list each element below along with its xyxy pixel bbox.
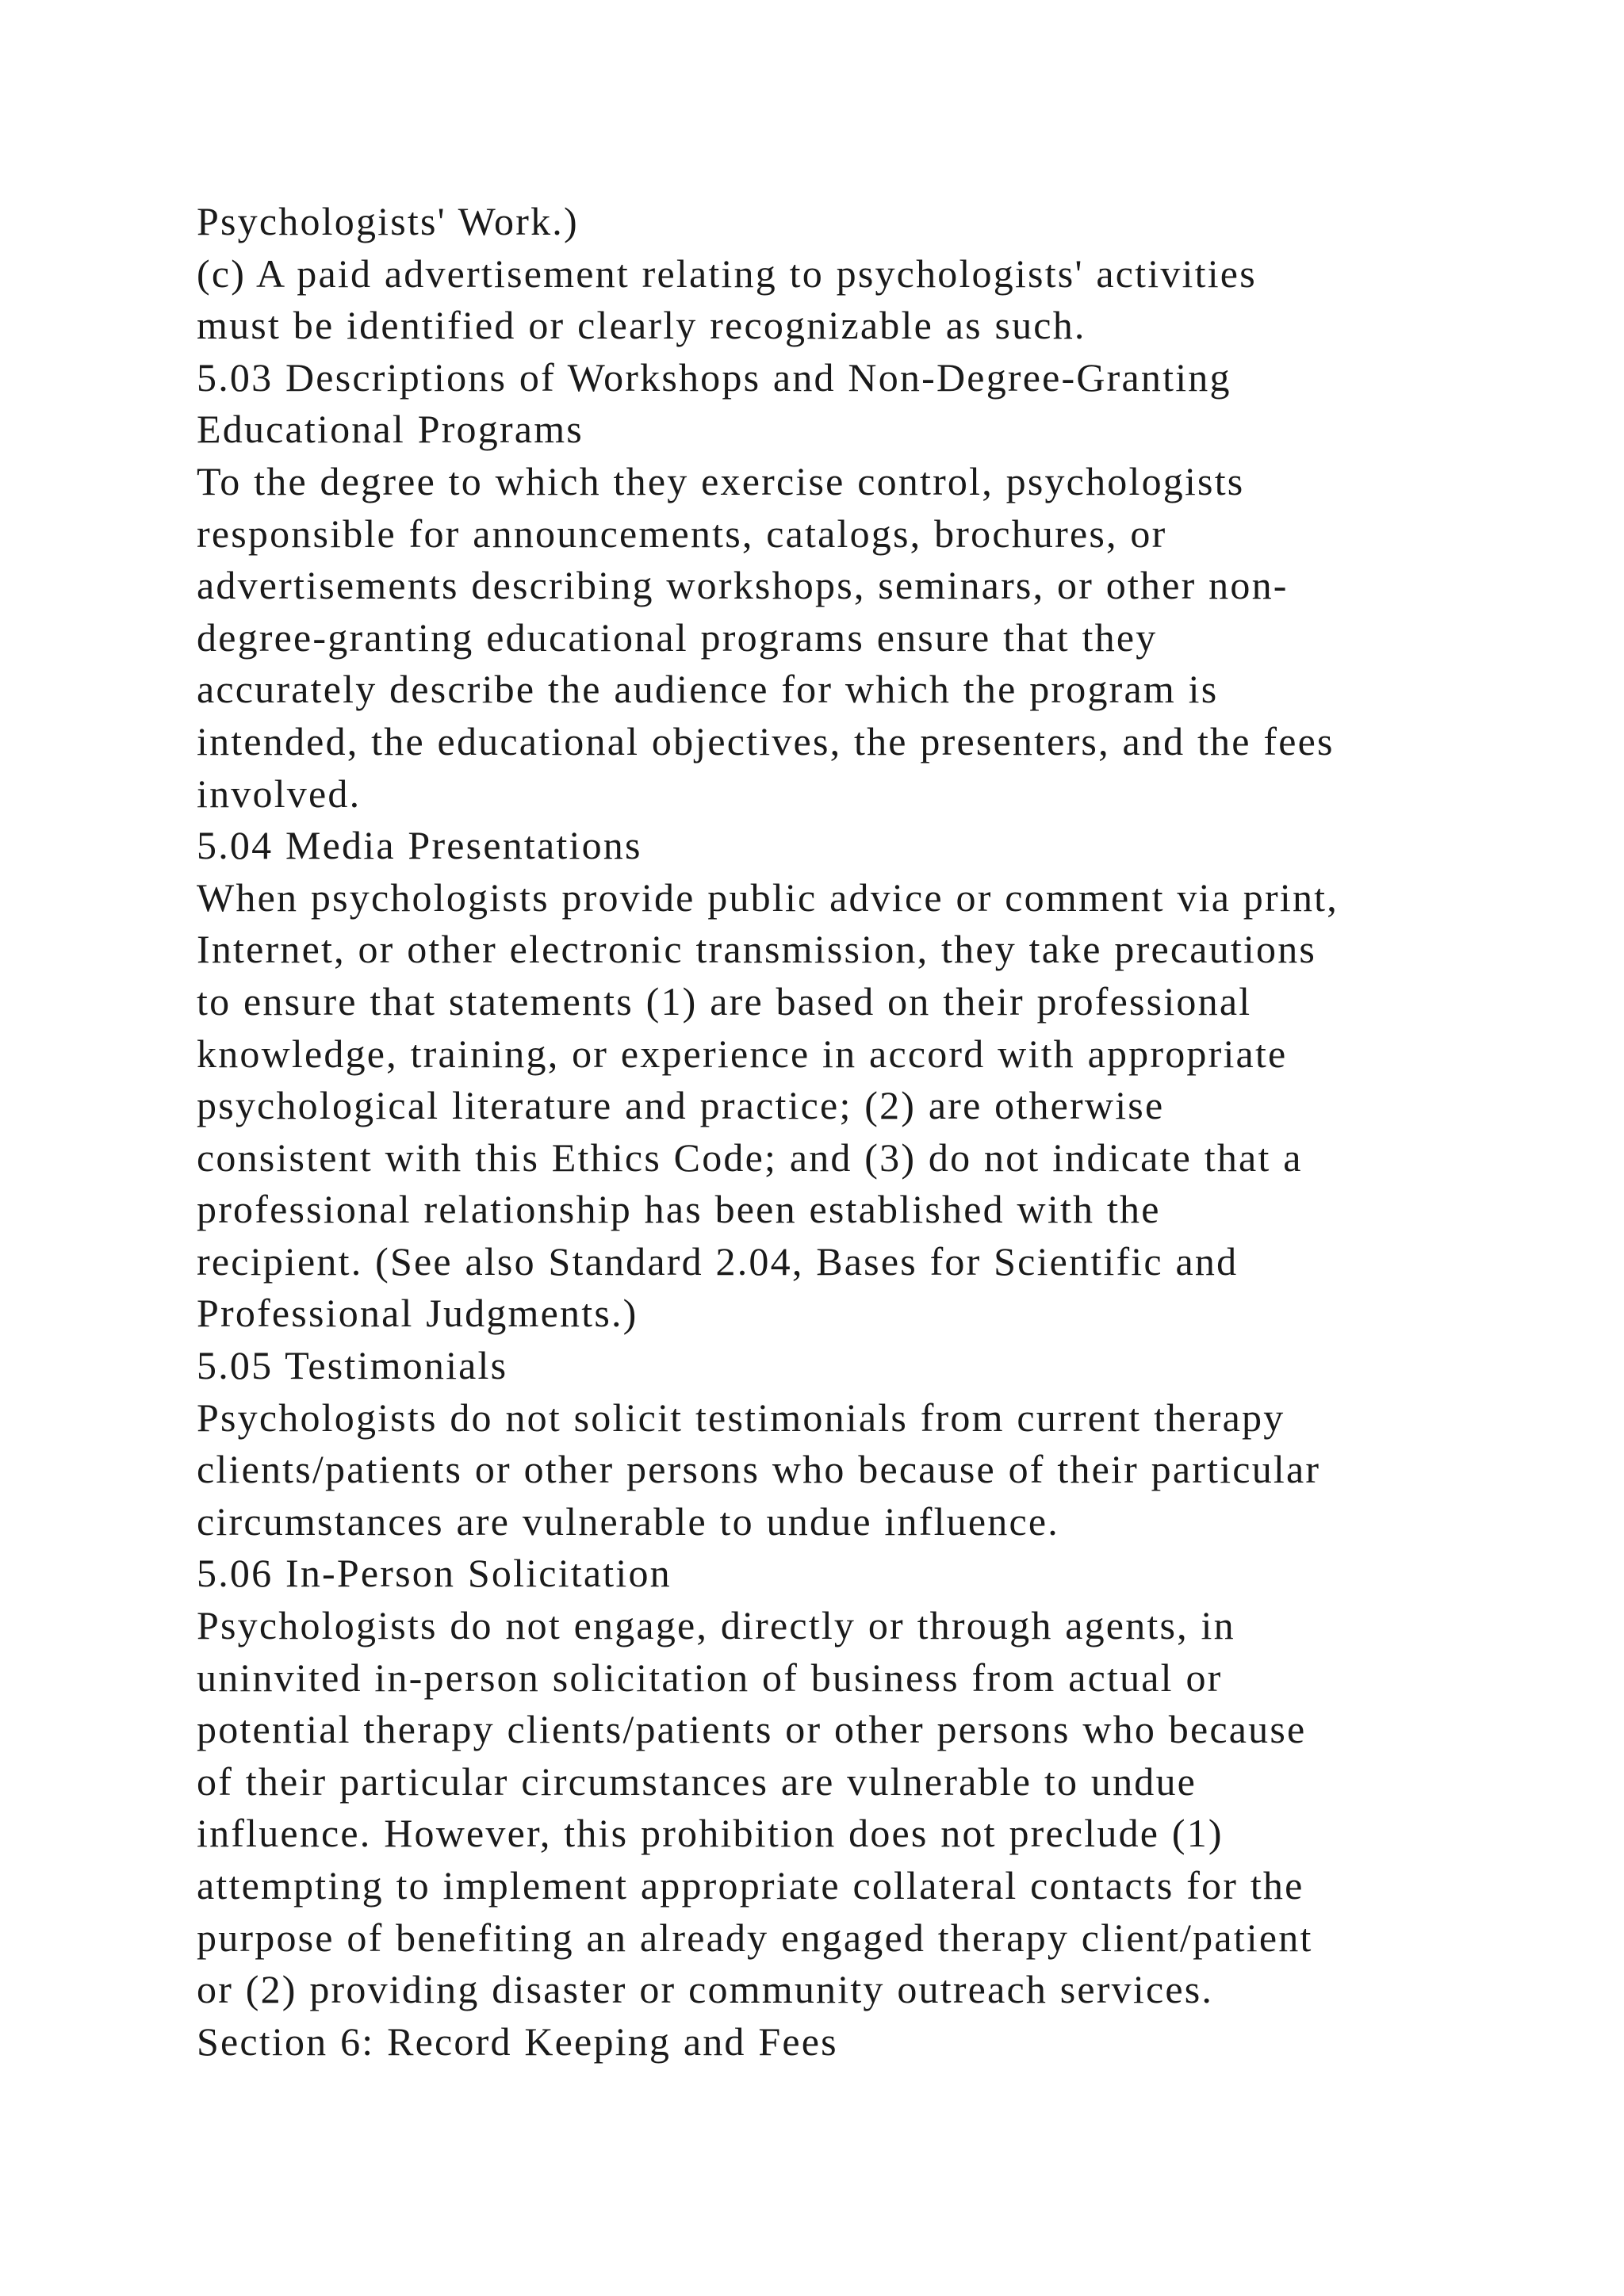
text-line: attempting to implement appropriate collateral contacts for the [197,1863,1304,1908]
text-line: or (2) providing disaster or community outreach services. [197,1967,1214,2012]
text-line: circumstances are vulnerable to undue influence. [197,1498,1059,1544]
section-heading-5-06: 5.06 In-Person Solicitation [197,1551,672,1596]
text-line: knowledge, training, or experience in accord with appropriate [197,1031,1288,1076]
text-line: purpose of benefiting an already engaged therapy client/patient [197,1915,1313,1960]
section-heading-5-03-cont: Educational Programs [197,407,584,452]
text-line: clients/patients or other persons who because of their particular [197,1447,1321,1492]
text-line: uninvited in-person solicitation of business from actual or [197,1655,1223,1700]
section-heading-5-05: 5.05 Testimonials [197,1343,508,1388]
text-line: to ensure that statements (1) are based on their professional [197,978,1252,1024]
text-line: Professional Judgments.) [197,1291,638,1336]
text-line: Psychologists do not solicit testimonials from current therapy [197,1395,1285,1440]
text-line: of their particular circumstances are vulnerable to undue [197,1758,1197,1804]
section-heading-5-03: 5.03 Descriptions of Workshops and Non-Degree-Granting [197,354,1231,400]
text-line: accurately describe the audience for which the program is [197,667,1219,712]
text-line: involved. [197,771,362,816]
text-line: responsible for announcements, catalogs, brochures, or [197,511,1167,556]
section-heading-5-04: 5.04 Media Presentations [197,823,642,868]
text-line: To the degree to which they exercise control, psychologists [197,458,1245,503]
text-line: advertisements describing workshops, seminars, or other non- [197,563,1289,608]
text-line: Psychologists' Work.) [197,199,579,243]
text-line: (c) A paid advertisement relating to psychologists' activities [197,251,1257,296]
text-line: Internet, or other electronic transmission, they take precautions [197,927,1317,972]
text-line: degree-granting educational programs ensure that they [197,614,1158,660]
document-text [197,196,1497,2068]
text-line: consistent with this Ethics Code; and (3) do not indicate that a [197,1135,1303,1180]
text-line: intended, the educational objectives, the presenters, and the fees [197,718,1335,763]
text-line: recipient. (See also Standard 2.04, Bases for Scientific and [197,1238,1239,1284]
text-line: psychological literature and practice; (2) are otherwise [197,1083,1165,1128]
text-line: Psychologists do not engage, directly or through agents, in [197,1603,1235,1648]
text-line: potential therapy clients/patients or other persons who because [197,1707,1307,1752]
text-line: influence. However, this prohibition does not preclude (1) [197,1811,1224,1856]
section-heading-6: Section 6: Record Keeping and Fees [197,2019,838,2064]
text-line: When psychologists provide public advice or comment via print, [197,874,1339,920]
text-line: professional relationship has been established with the [197,1187,1161,1232]
text-line: must be identified or clearly recognizable as such. [197,303,1086,348]
